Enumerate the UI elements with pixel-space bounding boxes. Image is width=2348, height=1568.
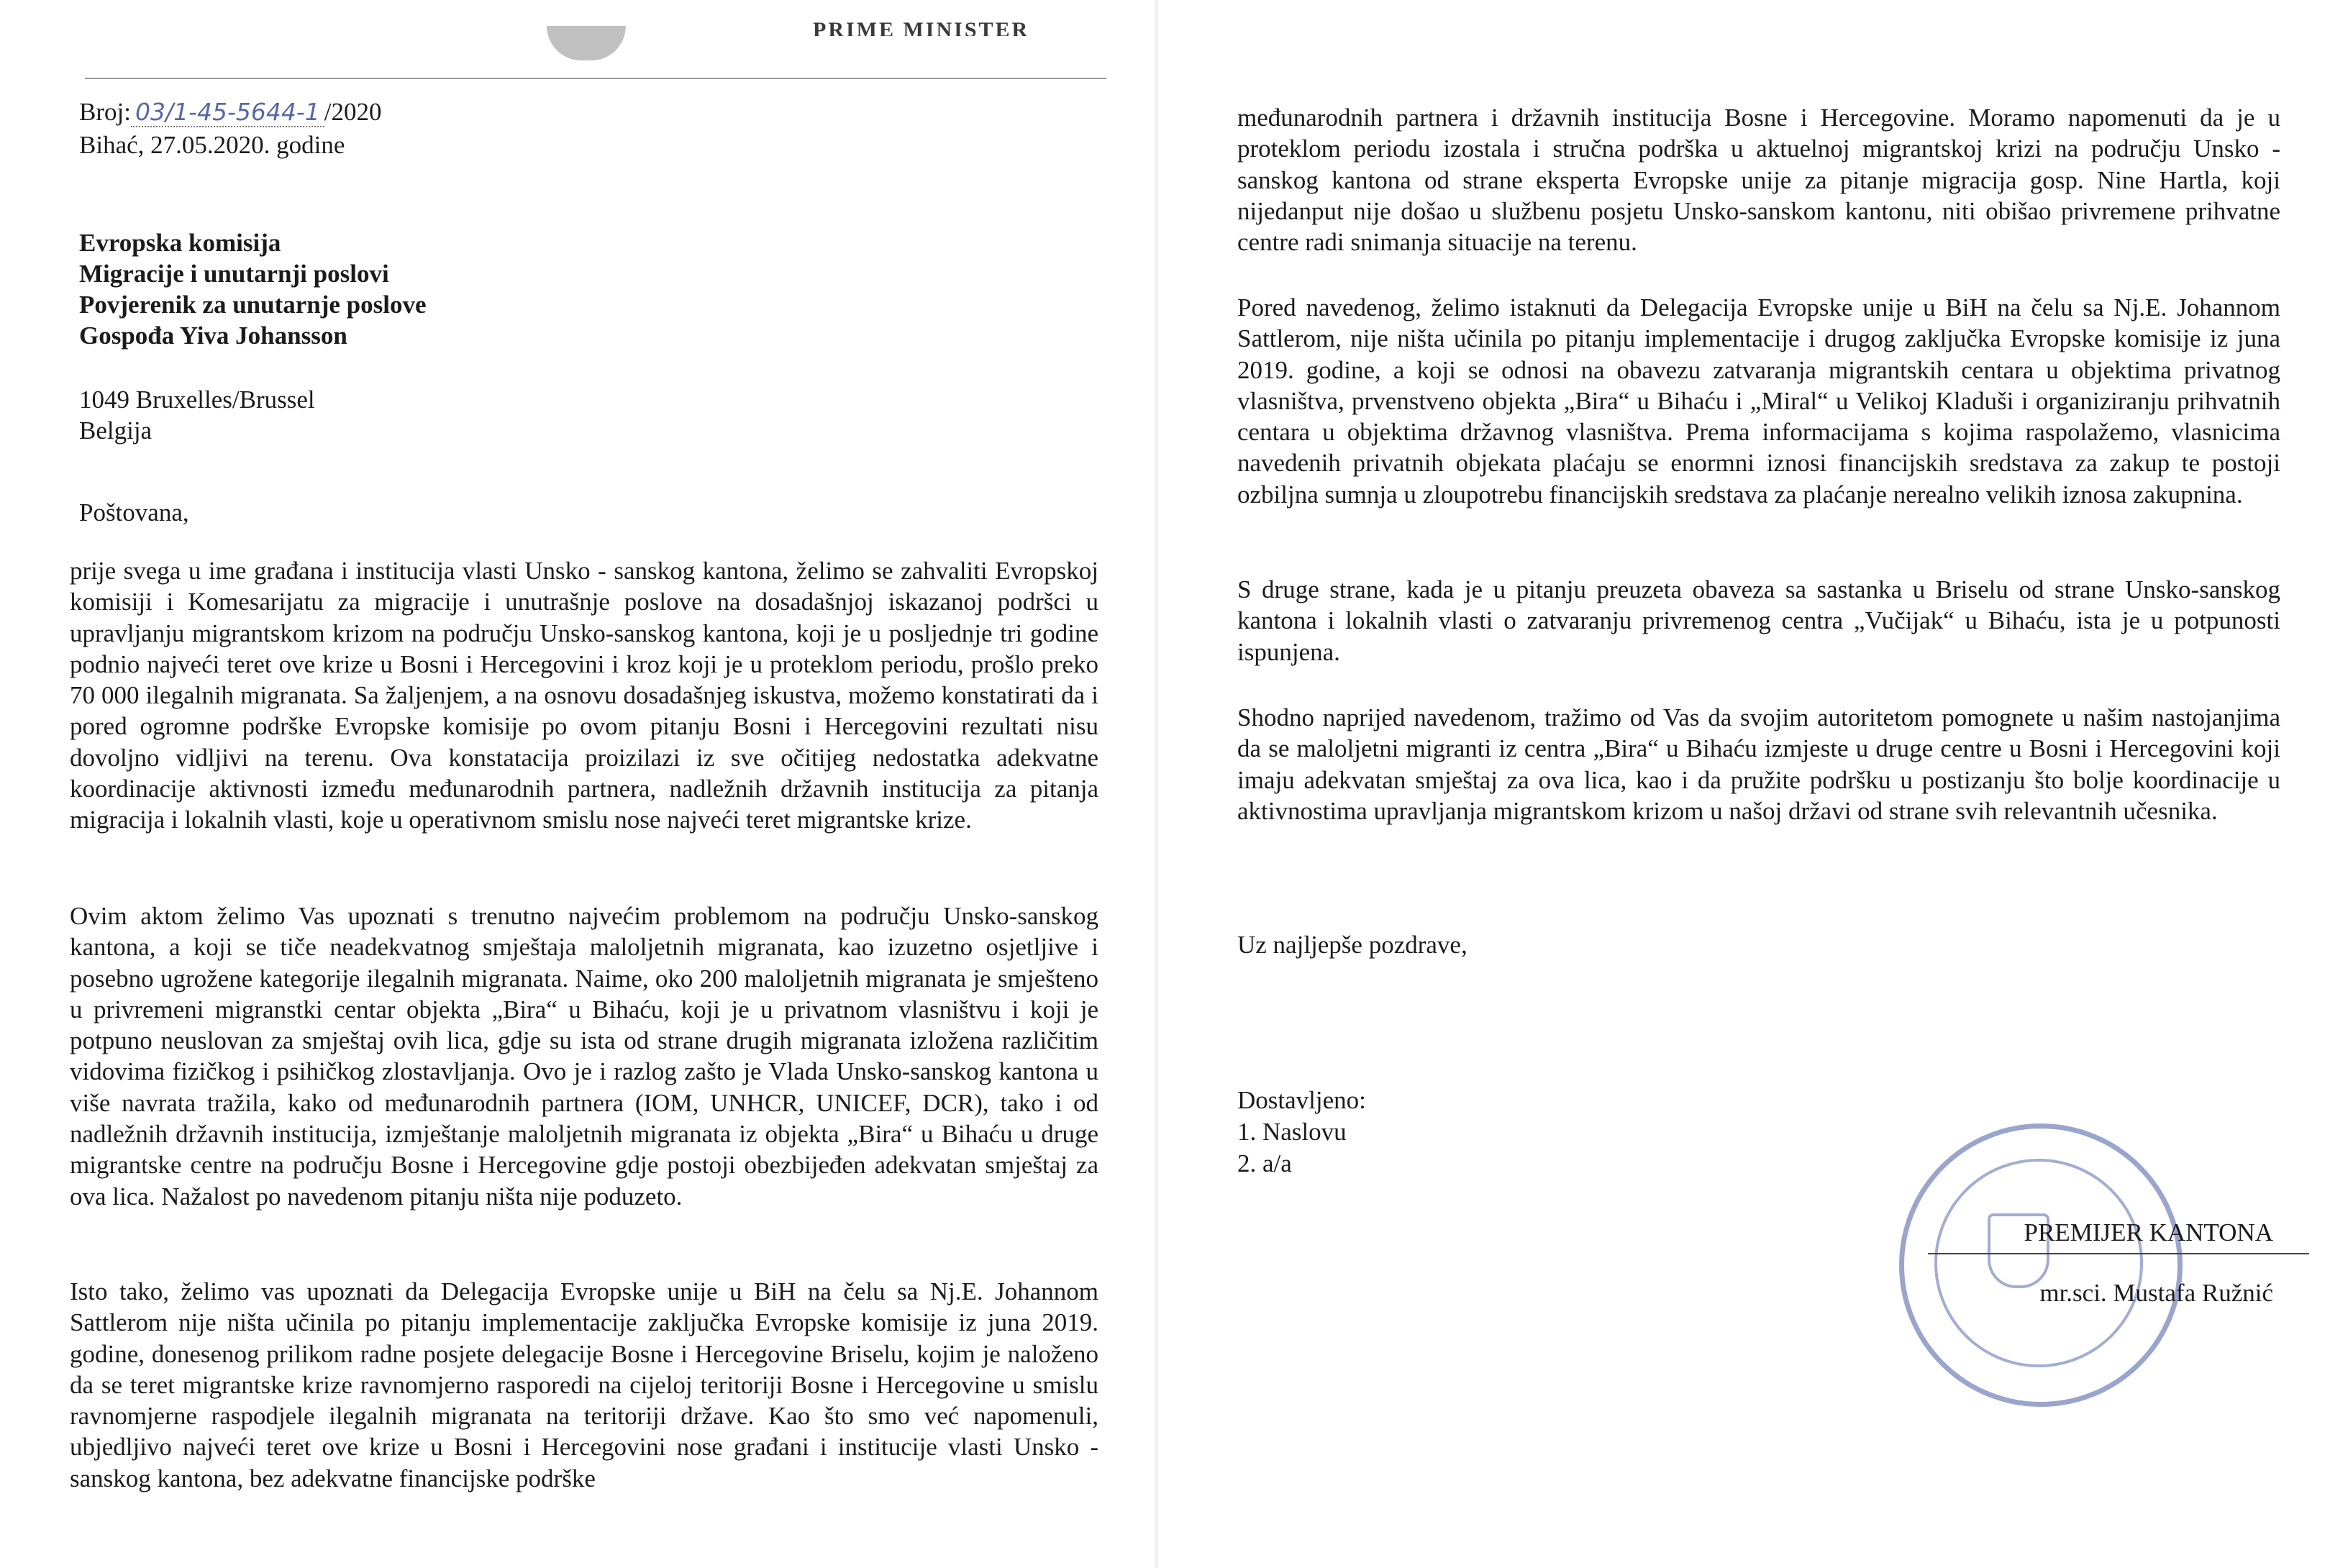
reference-number-label: Broj: xyxy=(79,98,131,126)
body-paragraph: međunarodnih partnera i državnih institucija Bosne i Hercegovine. Moramo napomenuti da je u proteklom periodu izostala i stručna podrška u aktuelnoj migrantskoj krizi na području Unsko - sanskog kantona od strane eksperta Evropske unije za pitanje migracija gosp. Nine Hartla, koji nijedanput nije došao u službenu posjetu Unsko-sanskom kantonu, niti obišao privremene prihvatne centre radi snimanja situacije na terenu. xyxy=(1237,104,2280,257)
signatory-name: mr.sci. Mustafa Ružnić xyxy=(2039,1279,2273,1307)
closing-greeting: Uz najljepše pozdrave, xyxy=(1237,931,1468,959)
address-block xyxy=(79,384,315,446)
signature-line xyxy=(1928,1253,2309,1254)
salutation: Poštovana, xyxy=(79,498,189,527)
place-date: Bihać, 27.05.2020. godine xyxy=(79,131,345,159)
addressee-line: Povjerenik za unutarnje poslove xyxy=(79,291,427,319)
reference-number-year: /2020 xyxy=(324,98,382,126)
addressee-line: Evropska komisija xyxy=(79,229,281,257)
reference-number-handwritten: 03/1-45-5644-1 xyxy=(131,98,324,127)
body-paragraph: Pored navedenog, želimo istaknuti da Delegacija Evropske unije u BiH na čelu sa Nj.E. Johannom Sattlerom, nije ništa učinila po pitanju implementacije i drugog zaključka Evropske komisije iz juna 2019. godine, a koji se odnosi na obavezu zatvaranja migrantskih centara u objektima privatnog vlasništva, prvenstveno objekta „Bira“ u Bihaću i „Miral“ u Velikoj Kladuši i organiziranju prihvatnih centara u objektima državnog vlasništva. Prema informacijama s kojima raspolažemo, vlasnicima navedenih privatnih objekata plaćaju se enormni iznosi financijskih sredstava za zakup te postoji ozbiljna sumnja u zloupotrebu financijskih sredstava za plaćanje nerealno velikih iznosa zakupnina. xyxy=(1237,293,2280,509)
body-paragraph: Ovim aktom želimo Vas upoznati s trenutno najvećim problemom na području Unsko-sanskog kantona, a koji se tiče neadekvatnog smještaja maloljetnih migranata, kao izuzetno osjetljive i posebno ugrožene kategorije ilegalnih migranata. Naime, oko 200 maloljetnih migranata je smješteno u privremeni migranstki centar objekta „Bira“ u Bihaću, koji je u privatnom vlasništvu i koji je potpuno neuslovan za smještaj ovih lica, gdje su ista od strane drugih migranata izložena različitim vidovima fizičkog i psihičkog zlostavljanja. Ovo je i razlog zašto je Vlada Unsko-sanskog kantona u više navrata tražila, kako od međunarodnih partnera (IOM, UNHCR, UNICEF, DCR), tako i od nadležnih državnih institucija, izmještanje maloljetnih migranata iz objekta „Bira“ u Bihaću u druge migrantske centre na području Bosne i Hercegovine gdje postoji obezbijeđen adekvatan smještaj za ova lica. Nažalost po navedenom pitanju ništa nije poduzeto. xyxy=(70,902,1098,1211)
address-line: Belgija xyxy=(79,416,153,445)
signature-block xyxy=(1971,1217,2273,1309)
body-paragraph: Shodno naprijed navedenom, tražimo od Vas da svojim autoritetom pomognete u našim nastojanjima da se maloljetni migranti iz centra „Bira“ u Bihaću izmjeste u druge centre u Bosni i Hercegovini koji imaju adekvatan smještaj za ova lica, kao i da pružite podršku u postizanju što bolje koordinacije u aktivnostima upravljanja migrantskom krizom u našoj državi od strane svih relevantnih učesnika. xyxy=(1237,703,2280,825)
delivery-list xyxy=(1237,1085,1366,1180)
address-line: 1049 Bruxelles/Brussel xyxy=(79,386,315,414)
delivery-label: Dostavljeno: xyxy=(1237,1086,1366,1114)
body-paragraph: prije svega u ime građana i institucija vlasti Unsko - sanskog kantona, želimo se zahvaliti Evropskoj komisiji i Komesarijatu za migracije i unutrašnje poslove na dosadašnjoj iskazanoj podršci u upravljanju migrantskom krizom na području Unsko-sanskog kantona, koji je u posljednje tri godine podnio najveći teret ove krize u Bosni i Hercegovini i kroz koji je u proteklom periodu, prošlo preko 70 000 ilegalnih migranata. Sa žaljenjem, a na osnovu dosadašnjeg iskustva, možemo konstatirati da i pored ogromne podrške Evropske komisije po ovom pitanju Bosni i Hercegovini rezultati nisu dovoljno vidljivi na terenu. Ova konstatacija proizilazi iz sve očitijeg nedostatka adekvatne koordinacije aktivnosti između međunarodnih partnera, nadležnih državnih institucija za pitanja migracija i lokalnih vlasti, koje u operativnom smislu nose najveći teret migrantske krize. xyxy=(70,557,1098,834)
reference-number xyxy=(79,96,382,128)
crest-emblem xyxy=(547,26,626,60)
letter-page-1 xyxy=(0,0,1158,1568)
signatory-title: PREMIJER KANTONA xyxy=(2024,1218,2273,1246)
body-paragraph: S druge strane, kada je u pitanju preuzeta obaveza sa sastanka u Briselu od strane Unsko-sanskog kantona i lokalnih vlasti o zatvaranju privremenog centra „Vučijak“ u Bihaću, ista je u potpunosti ispunjena. xyxy=(1237,575,2280,666)
addressee-line: Gospođa Yiva Johansson xyxy=(79,322,347,350)
delivery-item: 1. Naslovu xyxy=(1237,1118,1347,1146)
letterhead-divider xyxy=(85,78,1106,79)
delivery-item: 2. a/a xyxy=(1237,1149,1292,1177)
addressee-line: Migracije i unutarnji poslovi xyxy=(79,260,389,288)
body-paragraph: Isto tako, želimo vas upoznati da Delegacija Evropske unije u BiH na čelu sa Nj.E. Johannom Sattlerom nije ništa učinila po pitanju implementacije zaključka Evropske komisije iz juna 2019. godine, donesenog prilikom radne posjete delegacije Bosne i Hercegovine Briselu, kojim je naloženo da se teret migrantske krize ravnomjerno rasporedi na cijeloj teritoriji Bosne i Hercegovine u smislu ravnomjerne raspodjele ilegalnih migranata na teritoriji države. Kao što smo već napomenuli, ubjedljivo najveći teret ove krize u Bosni i Hercegovini nose građani i institucije vlasti Unsko - sanskog kantona, bez adekvatne financijske podrške xyxy=(70,1277,1098,1492)
addressee-block xyxy=(79,227,427,351)
letterhead-title: PRIME MINISTER xyxy=(813,18,1030,36)
